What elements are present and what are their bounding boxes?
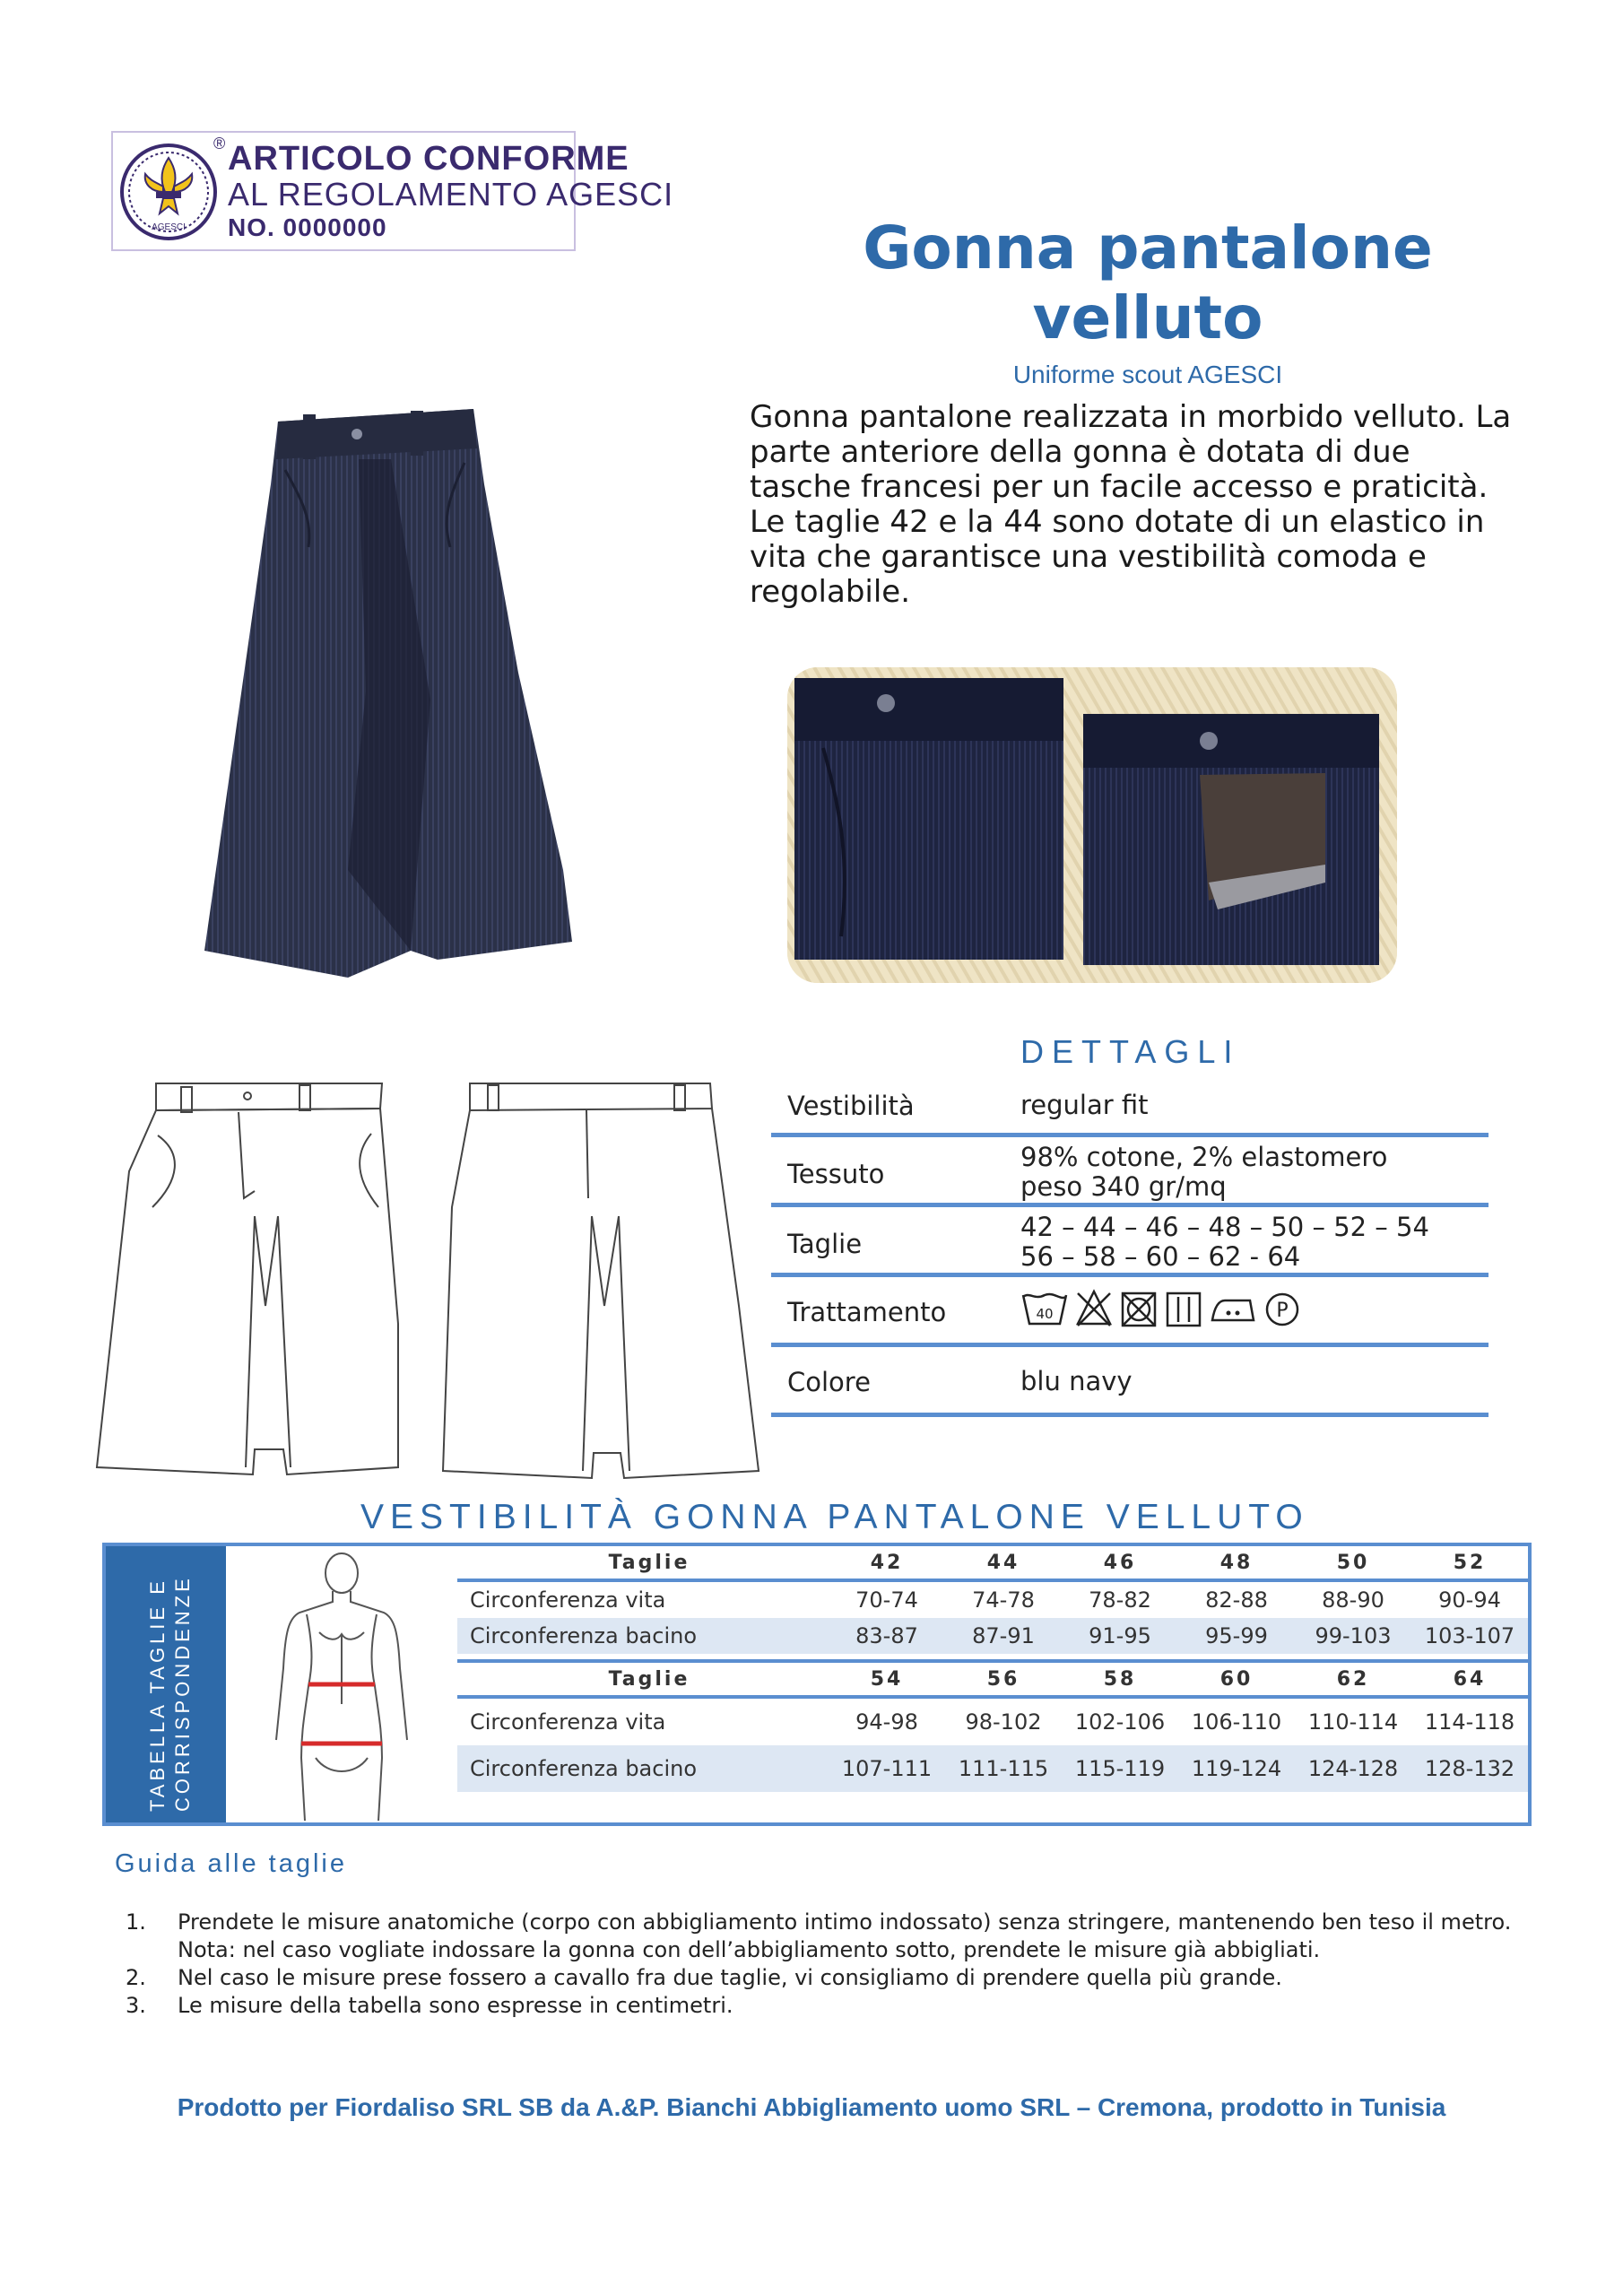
table-cell: 83-87 [855,1623,918,1648]
badge-line-1: ARTICOLO CONFORME [228,140,629,178]
list-text: Le misure della tabella sono espresse in centimetri. [178,1993,733,2018]
table-cell: 102-106 [1074,1709,1166,1735]
skirt-product-photo [195,404,599,987]
table-cell: 98-102 [965,1709,1042,1735]
agesci-conformity-badge [111,131,674,251]
details-row-fabric [771,1137,1488,1207]
size-cell: 46 [1103,1551,1137,1574]
producer-footer: Prodotto per Fiordaliso SRL SB da A.&P. Bianchi Abbigliamento uomo SRL – Cremona, prodotto in Tunisia [177,2093,1446,2121]
details-row-sizes [771,1207,1488,1277]
table-cell: 82-88 [1205,1587,1268,1613]
details-label: Vestibilità [787,1091,915,1121]
size-table-side-band [106,1546,226,1822]
size-cell: 62 [1336,1667,1370,1691]
list-item [126,1964,1524,1992]
table-cell: 110-114 [1307,1709,1399,1735]
iron-medium-icon [1209,1288,1257,1329]
product-subtitle: Uniforme scout AGESCI [1012,361,1283,388]
list-item [126,1909,1524,1964]
size-table [102,1543,1532,1826]
badge-number: NO. 0000000 [228,213,387,241]
side-band-line-2: CORRISPONDENZE [171,1575,194,1812]
drip-dry-icon [1164,1288,1203,1329]
row-label: Circonferenza vita [470,1709,666,1735]
svg-text:40: 40 [1036,1306,1054,1322]
list-number: 3. [126,1993,146,2018]
size-header-label: Taglie [608,1667,690,1691]
front-view-sketch [97,1083,398,1474]
size-table-heading: VESTIBILITÀ GONNA PANTALONE VELLUTO [360,1498,1309,1536]
details-value-line: peso 340 gr/mq [1020,1171,1227,1202]
details-value-line: 56 – 58 – 60 – 62 - 64 [1020,1241,1301,1272]
row-label: Circonferenza bacino [470,1756,698,1781]
details-row-care [771,1277,1488,1347]
waist-row [457,1582,1528,1618]
table-cell: 91-95 [1089,1623,1151,1648]
size-cell: 44 [986,1551,1020,1574]
table-cell: 115-119 [1074,1756,1166,1781]
details-label: Colore [787,1367,871,1397]
list-number: 2. [126,1965,146,1990]
size-guide-heading: Guida alle taglie [115,1849,347,1878]
table-cell: 106-110 [1191,1709,1282,1735]
professional-dry-clean-icon [1263,1288,1302,1329]
table-cell: 90-94 [1438,1587,1501,1613]
table-cell: 74-78 [972,1587,1035,1613]
size-cell: 52 [1453,1551,1487,1574]
size-header-row [457,1546,1528,1582]
svg-text:P: P [1276,1300,1289,1322]
table-cell: 103-107 [1424,1623,1515,1648]
product-title-line-1: Gonna pantalone [863,213,1433,283]
wash-40-icon [1020,1288,1069,1329]
row-label: Circonferenza bacino [470,1623,698,1648]
size-cell: 58 [1103,1667,1137,1691]
table-cell: 95-99 [1205,1623,1268,1648]
details-row-fit [771,1080,1488,1137]
details-value: blu navy [1020,1366,1133,1396]
table-cell: 119-124 [1191,1756,1282,1781]
size-cell: 60 [1219,1667,1254,1691]
table-cell: 88-90 [1322,1587,1384,1613]
table-cell: 70-74 [855,1587,918,1613]
size-cell: 42 [870,1551,904,1574]
hip-row [457,1618,1528,1654]
fabric-detail-photo [787,667,1397,983]
details-label: Tessuto [787,1159,885,1189]
list-text: Prendete le misure anatomiche (corpo con abbigliamento intimo indossato) senza stringere, mantenendo ben teso il metro. [178,1909,1512,1935]
size-grid [457,1546,1528,1792]
table-divider [457,1654,1528,1663]
side-band-label [145,1575,195,1812]
no-bleach-icon [1074,1288,1114,1329]
size-header-label: Taglie [608,1551,690,1574]
care-symbols [1020,1288,1302,1329]
details-value [1020,1213,1429,1272]
table-cell: 128-132 [1424,1756,1515,1781]
table-cell: 111-115 [958,1756,1049,1781]
details-label: Taglie [787,1229,863,1259]
list-text: Nel caso le misure prese fossero a cavallo fra due taglie, vi consigliamo di prendere quella più grande. [178,1965,1282,1990]
size-cell: 54 [870,1667,904,1691]
details-label: Trattamento [787,1297,947,1327]
size-cell: 50 [1336,1551,1370,1574]
size-cell: 64 [1453,1667,1487,1691]
details-table [771,1080,1488,1417]
list-item [126,1992,1524,2020]
list-number: 1. [126,1909,146,1935]
side-band-line-1: TABELLA TAGLIE E [146,1578,169,1812]
table-cell: 78-82 [1089,1587,1151,1613]
registered-mark: ® [213,135,226,152]
back-view-sketch [443,1083,759,1478]
svg-text:AGESCI: AGESCI [152,222,186,232]
fleur-de-lis-emblem-icon [118,142,219,242]
size-guide-list [126,1909,1524,2020]
table-cell: 114-118 [1424,1709,1515,1735]
size-cell: 56 [986,1667,1020,1691]
table-cell: 87-91 [972,1623,1035,1648]
product-description: Gonna pantalone realizzata in morbido velluto. La parte anteriore della gonna è dotata di due tasche francesi per un facile accesso e praticità. Le taglie 42 e la 44 sono dotate di un elastico in vita che garantisce una vestibilità comoda e regolabile. [750,399,1512,610]
hip-row [457,1745,1528,1792]
list-note: Nota: nel caso vogliate indossare la gonna con dell’abbigliamento sotto, prendete le misure già abbigliati. [178,1937,1321,1962]
table-cell: 94-98 [855,1709,918,1735]
technical-drawing [93,1073,775,1485]
details-row-color [771,1347,1488,1417]
product-title [807,213,1488,353]
table-cell: 124-128 [1307,1756,1399,1781]
details-value: regular fit [1020,1090,1149,1120]
row-label: Circonferenza vita [470,1587,666,1613]
details-value-line: 98% cotone, 2% elastomero [1020,1142,1388,1172]
no-tumble-dry-icon [1119,1288,1159,1329]
details-value [1020,1143,1387,1202]
table-cell: 99-103 [1315,1623,1392,1648]
details-heading: DETTAGLI [1020,1033,1241,1070]
size-cell: 48 [1219,1551,1254,1574]
product-title-line-2: velluto [1032,283,1263,352]
size-header-row [457,1663,1528,1699]
table-cell: 107-111 [841,1756,933,1781]
badge-line-2: AL REGOLAMENTO AGESCI [228,176,674,213]
details-value-line: 42 – 44 – 46 – 48 – 50 – 52 – 54 [1020,1212,1429,1242]
waist-row [457,1699,1528,1745]
body-measurement-figure [230,1552,454,1821]
